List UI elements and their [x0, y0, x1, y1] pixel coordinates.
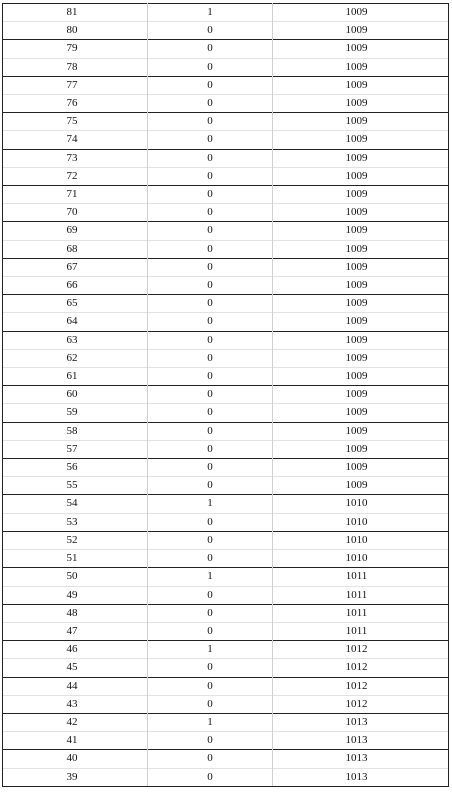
table-row: [3, 222, 449, 240]
flag-cell: 1: [148, 713, 273, 731]
flag-cell: 0: [148, 659, 273, 677]
flag-cell: 0: [148, 22, 273, 40]
row-number-cell: 51: [3, 550, 148, 568]
value-cell: 1009: [273, 459, 449, 477]
row-number-cell: 72: [3, 167, 148, 185]
flag-cell: 0: [148, 768, 273, 786]
table-row: [3, 240, 449, 258]
value-cell: 1009: [273, 58, 449, 76]
table-row: [3, 95, 449, 113]
row-number-cell: 39: [3, 768, 148, 786]
table-row: [3, 404, 449, 422]
row-number-cell: 68: [3, 240, 148, 258]
flag-cell: 0: [148, 40, 273, 58]
row-number-cell: 58: [3, 422, 148, 440]
row-number-cell: 42: [3, 713, 148, 731]
value-cell: 1009: [273, 76, 449, 94]
table-row: [3, 204, 449, 222]
flag-cell: 0: [148, 331, 273, 349]
value-cell: 1009: [273, 167, 449, 185]
value-cell: 1011: [273, 604, 449, 622]
table-row: [3, 477, 449, 495]
value-cell: 1009: [273, 331, 449, 349]
value-cell: 1009: [273, 277, 449, 295]
table-row: [3, 386, 449, 404]
flag-cell: 0: [148, 531, 273, 549]
table-row: [3, 732, 449, 750]
value-cell: 1010: [273, 550, 449, 568]
value-cell: 1009: [273, 313, 449, 331]
value-cell: 1009: [273, 222, 449, 240]
value-cell: 1009: [273, 204, 449, 222]
flag-cell: 1: [148, 495, 273, 513]
row-number-cell: 49: [3, 586, 148, 604]
flag-cell: 0: [148, 149, 273, 167]
table-row: [3, 149, 449, 167]
flag-cell: 0: [148, 677, 273, 695]
row-number-cell: 63: [3, 331, 148, 349]
row-number-cell: 52: [3, 531, 148, 549]
table-row: [3, 131, 449, 149]
row-number-cell: 81: [3, 4, 148, 22]
table-row: [3, 368, 449, 386]
value-cell: 1009: [273, 368, 449, 386]
flag-cell: 0: [148, 76, 273, 94]
row-number-cell: 77: [3, 76, 148, 94]
value-cell: 1012: [273, 695, 449, 713]
flag-cell: 0: [148, 368, 273, 386]
flag-cell: 0: [148, 113, 273, 131]
row-number-cell: 60: [3, 386, 148, 404]
table-row: [3, 76, 449, 94]
row-number-cell: 74: [3, 131, 148, 149]
flag-cell: 0: [148, 222, 273, 240]
flag-cell: 0: [148, 258, 273, 276]
value-cell: 1009: [273, 95, 449, 113]
table-row: [3, 58, 449, 76]
table-row: [3, 586, 449, 604]
value-cell: 1013: [273, 713, 449, 731]
row-number-cell: 65: [3, 295, 148, 313]
value-cell: 1010: [273, 513, 449, 531]
flag-cell: 0: [148, 295, 273, 313]
value-cell: 1012: [273, 659, 449, 677]
table-row: [3, 40, 449, 58]
table-row: [3, 568, 449, 586]
row-number-cell: 59: [3, 404, 148, 422]
flag-cell: 0: [148, 750, 273, 768]
table-row: [3, 768, 449, 786]
flag-cell: 0: [148, 477, 273, 495]
table-row: [3, 622, 449, 640]
value-cell: 1009: [273, 440, 449, 458]
row-number-cell: 44: [3, 677, 148, 695]
flag-cell: 0: [148, 404, 273, 422]
row-number-cell: 61: [3, 368, 148, 386]
table-row: [3, 258, 449, 276]
table-row: [3, 459, 449, 477]
value-cell: 1010: [273, 495, 449, 513]
row-number-cell: 76: [3, 95, 148, 113]
flag-cell: 0: [148, 313, 273, 331]
table-row: [3, 513, 449, 531]
table-row: [3, 750, 449, 768]
value-cell: 1009: [273, 240, 449, 258]
row-number-cell: 69: [3, 222, 148, 240]
value-cell: 1010: [273, 531, 449, 549]
row-number-cell: 41: [3, 732, 148, 750]
flag-cell: 0: [148, 459, 273, 477]
value-cell: 1009: [273, 113, 449, 131]
flag-cell: 0: [148, 204, 273, 222]
table-row: [3, 313, 449, 331]
row-number-cell: 53: [3, 513, 148, 531]
flag-cell: 0: [148, 586, 273, 604]
value-cell: 1009: [273, 295, 449, 313]
row-number-cell: 55: [3, 477, 148, 495]
row-number-cell: 79: [3, 40, 148, 58]
row-number-cell: 71: [3, 186, 148, 204]
table-row: [3, 695, 449, 713]
row-number-cell: 78: [3, 58, 148, 76]
flag-cell: 1: [148, 568, 273, 586]
value-cell: 1009: [273, 40, 449, 58]
value-cell: 1009: [273, 186, 449, 204]
table-row: [3, 659, 449, 677]
flag-cell: 0: [148, 550, 273, 568]
flag-cell: 0: [148, 440, 273, 458]
row-number-cell: 54: [3, 495, 148, 513]
flag-cell: 0: [148, 695, 273, 713]
value-cell: 1009: [273, 22, 449, 40]
row-number-cell: 56: [3, 459, 148, 477]
value-cell: 1009: [273, 349, 449, 367]
table-body: [3, 4, 449, 787]
flag-cell: 0: [148, 386, 273, 404]
flag-cell: 0: [148, 186, 273, 204]
value-cell: 1009: [273, 149, 449, 167]
table-row: [3, 349, 449, 367]
value-cell: 1009: [273, 422, 449, 440]
value-cell: 1009: [273, 131, 449, 149]
table-row: [3, 113, 449, 131]
table-row: [3, 677, 449, 695]
flag-cell: 0: [148, 513, 273, 531]
flag-cell: 0: [148, 622, 273, 640]
row-number-cell: 40: [3, 750, 148, 768]
value-cell: 1011: [273, 586, 449, 604]
value-cell: 1012: [273, 641, 449, 659]
row-number-cell: 47: [3, 622, 148, 640]
value-cell: 1009: [273, 386, 449, 404]
flag-cell: 0: [148, 95, 273, 113]
flag-cell: 0: [148, 167, 273, 185]
flag-cell: 0: [148, 604, 273, 622]
flag-cell: 0: [148, 349, 273, 367]
table-row: [3, 4, 449, 22]
table-row: [3, 22, 449, 40]
value-cell: 1009: [273, 258, 449, 276]
table-row: [3, 295, 449, 313]
table-row: [3, 167, 449, 185]
row-number-cell: 64: [3, 313, 148, 331]
flag-cell: 1: [148, 4, 273, 22]
row-number-cell: 80: [3, 22, 148, 40]
data-table: [2, 3, 449, 787]
row-number-cell: 43: [3, 695, 148, 713]
table-row: [3, 422, 449, 440]
row-number-cell: 48: [3, 604, 148, 622]
table-row: [3, 277, 449, 295]
row-number-cell: 46: [3, 641, 148, 659]
row-number-cell: 73: [3, 149, 148, 167]
table-row: [3, 604, 449, 622]
data-table-container: [2, 3, 448, 787]
value-cell: 1011: [273, 622, 449, 640]
table-row: [3, 531, 449, 549]
value-cell: 1009: [273, 477, 449, 495]
flag-cell: 0: [148, 277, 273, 295]
flag-cell: 0: [148, 240, 273, 258]
table-row: [3, 713, 449, 731]
row-number-cell: 70: [3, 204, 148, 222]
flag-cell: 0: [148, 58, 273, 76]
flag-cell: 0: [148, 422, 273, 440]
flag-cell: 0: [148, 131, 273, 149]
table-row: [3, 495, 449, 513]
value-cell: 1012: [273, 677, 449, 695]
table-row: [3, 440, 449, 458]
value-cell: 1009: [273, 404, 449, 422]
row-number-cell: 45: [3, 659, 148, 677]
table-row: [3, 186, 449, 204]
value-cell: 1009: [273, 4, 449, 22]
value-cell: 1011: [273, 568, 449, 586]
row-number-cell: 75: [3, 113, 148, 131]
table-row: [3, 331, 449, 349]
value-cell: 1013: [273, 768, 449, 786]
row-number-cell: 67: [3, 258, 148, 276]
table-row: [3, 641, 449, 659]
value-cell: 1013: [273, 732, 449, 750]
table-row: [3, 550, 449, 568]
value-cell: 1013: [273, 750, 449, 768]
flag-cell: 1: [148, 641, 273, 659]
row-number-cell: 66: [3, 277, 148, 295]
row-number-cell: 50: [3, 568, 148, 586]
row-number-cell: 57: [3, 440, 148, 458]
flag-cell: 0: [148, 732, 273, 750]
row-number-cell: 62: [3, 349, 148, 367]
